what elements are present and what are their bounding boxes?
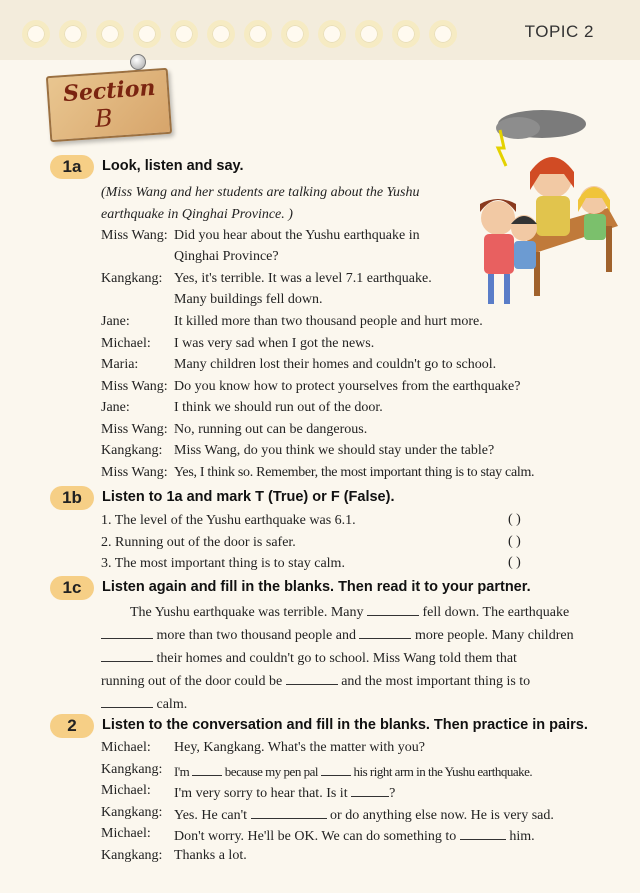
ring-icon (170, 20, 198, 48)
blank-6[interactable] (101, 694, 153, 708)
girl-body-icon (484, 234, 514, 274)
tf-answer-box-3[interactable]: ( ) (508, 555, 521, 570)
dialogue-text: ? (389, 786, 396, 801)
table-leg-icon (606, 226, 612, 272)
speaker: Kangkang: (101, 443, 163, 458)
label-1c: 1c (50, 576, 94, 600)
dialogue-line: Yes, it's terrible. It was a level 7.1 earthquake. (174, 271, 432, 286)
speaker: Miss Wang: (101, 228, 168, 243)
section-badge (44, 60, 172, 140)
label-2: 2 (50, 714, 94, 738)
speaker: Michael: (101, 740, 151, 755)
passage-text: more people. Many children (414, 628, 574, 643)
blonde-girl-body-icon (584, 214, 606, 240)
passage-text: calm. (156, 697, 188, 712)
passage-text: running out of the door could be (101, 674, 283, 689)
blank-7[interactable] (192, 762, 222, 776)
speaker: Miss Wang: (101, 465, 168, 480)
dialogue-text: Yes. He can't (174, 808, 248, 823)
ring-icon (133, 20, 161, 48)
tf-answer-box-2[interactable]: ( ) (508, 534, 521, 549)
blank-3[interactable] (359, 625, 411, 639)
dialogue-line: Many children lost their homes and couldn't go to school. (174, 357, 497, 372)
speaker: Miss Wang: (101, 379, 168, 394)
dialogue-line (174, 826, 535, 845)
speaker: Jane: (101, 400, 130, 415)
ring-icon (207, 20, 235, 48)
girl-leg-icon (504, 274, 510, 304)
dialogue-line (174, 805, 554, 824)
label-1b: 1b (50, 486, 94, 510)
dialogue-line: Thanks a lot. (174, 848, 247, 863)
dialogue-line: Hey, Kangkang. What's the matter with you? (174, 740, 425, 755)
badge-word: Section (62, 74, 157, 108)
girl-face-icon (481, 201, 515, 235)
badge-board (46, 68, 172, 142)
dialogue-line: I was very sad when I got the news. (174, 336, 375, 351)
dialogue-line: Qinghai Province? (174, 249, 279, 264)
dialogue-text: Don't worry. He'll be OK. We can do something to (174, 829, 457, 844)
dialogue-text: him. (509, 829, 535, 844)
tf-item-2: 2. Running out of the door is safer. (101, 535, 296, 550)
dialogue-line: It killed more than two thousand people and hurt more. (174, 314, 483, 329)
earthquake-illustration (460, 108, 620, 314)
dialogue-line: Miss Wang, do you think we should stay under the table? (174, 443, 495, 458)
speaker: Michael: (101, 783, 151, 798)
speaker: Maria: (101, 357, 139, 372)
blank-5[interactable] (286, 671, 338, 685)
speaker: Michael: (101, 336, 151, 351)
dialogue-line: No, running out can be dangerous. (174, 422, 368, 437)
blank-1[interactable] (367, 602, 419, 616)
ring-icon (281, 20, 309, 48)
heading-1b: Listen to 1a and mark T (True) or F (False). (102, 489, 395, 505)
passage-line-3 (101, 648, 517, 668)
passage-line-2 (101, 625, 574, 645)
ring-icon (355, 20, 383, 48)
ring-icon (318, 20, 346, 48)
heading-2: Listen to the conversation and fill in the blanks. Then practice in pairs. (102, 717, 588, 733)
passage-text: fell down. The earthquake (422, 605, 570, 620)
passage-line-1 (130, 602, 569, 622)
speaker: Kangkang: (101, 271, 163, 286)
dialogue-text: I'm (174, 764, 190, 779)
blank-9[interactable] (351, 783, 389, 797)
speaker: Kangkang: (101, 805, 163, 820)
tf-item-1: 1. The level of the Yushu earthquake was 6.1. (101, 513, 356, 528)
blank-10[interactable] (251, 805, 327, 819)
blank-8[interactable] (321, 762, 351, 776)
dialogue-line: Many buildings fell down. (174, 292, 323, 307)
ring-icon (22, 20, 50, 48)
ring-icon (96, 20, 124, 48)
dialogue-line: Do you know how to protect yourselves from the earthquake? (174, 379, 521, 394)
speaker: Jane: (101, 314, 130, 329)
intro-line-2: earthquake in Qinghai Province. ) (101, 207, 293, 222)
intro-line-1: (Miss Wang and her students are talking about the Yushu (101, 185, 420, 200)
dialogue-text: because my pen pal (224, 764, 318, 779)
girl-leg-icon (488, 274, 494, 304)
heading-1a: Look, listen and say. (102, 158, 244, 174)
teacher-body-icon (536, 196, 570, 236)
dialogue-line: Yes, I think so. Remember, the most important thing is to stay calm. (174, 465, 535, 480)
blank-4[interactable] (101, 648, 153, 662)
dialogue-line (174, 783, 395, 802)
dialogue-line: Did you hear about the Yushu earthquake in (174, 228, 420, 243)
passage-line-5 (101, 694, 187, 714)
speaker: Miss Wang: (101, 422, 168, 437)
passage-text: more than two thousand people and (156, 628, 356, 643)
label-1a: 1a (50, 155, 94, 179)
passage-text: their homes and couldn't go to school. Miss Wang told them that (156, 651, 517, 666)
blank-2[interactable] (101, 625, 153, 639)
dialogue-text: or do anything else now. He is very sad. (330, 808, 554, 823)
speaker: Michael: (101, 826, 151, 841)
passage-line-4 (101, 671, 530, 691)
speaker: Kangkang: (101, 848, 163, 863)
ring-icon (429, 20, 457, 48)
ring-icon (244, 20, 272, 48)
blank-11[interactable] (460, 826, 506, 840)
passage-text: and the most important thing is to (341, 674, 531, 689)
ring-icon (392, 20, 420, 48)
binder-rings (0, 20, 470, 50)
ring-icon (59, 20, 87, 48)
dialogue-text: I'm very sorry to hear that. Is it (174, 786, 348, 801)
tf-answer-box-1[interactable]: ( ) (508, 512, 521, 527)
badge-letter: B (93, 103, 114, 133)
topic-title: TOPIC 2 (524, 22, 594, 41)
heading-1c: Listen again and fill in the blanks. Then read it to your partner. (102, 579, 531, 595)
dialogue-line (174, 762, 532, 780)
boy-body-icon (514, 241, 536, 269)
dialogue-text: his right arm in the Yushu earthquake. (353, 764, 533, 779)
tf-item-3: 3. The most important thing is to stay calm. (101, 556, 345, 571)
speaker: Kangkang: (101, 762, 163, 777)
pin-icon (130, 54, 146, 70)
dialogue-line: I think we should run out of the door. (174, 400, 383, 415)
passage-text: The Yushu earthquake was terrible. Many (130, 605, 364, 620)
